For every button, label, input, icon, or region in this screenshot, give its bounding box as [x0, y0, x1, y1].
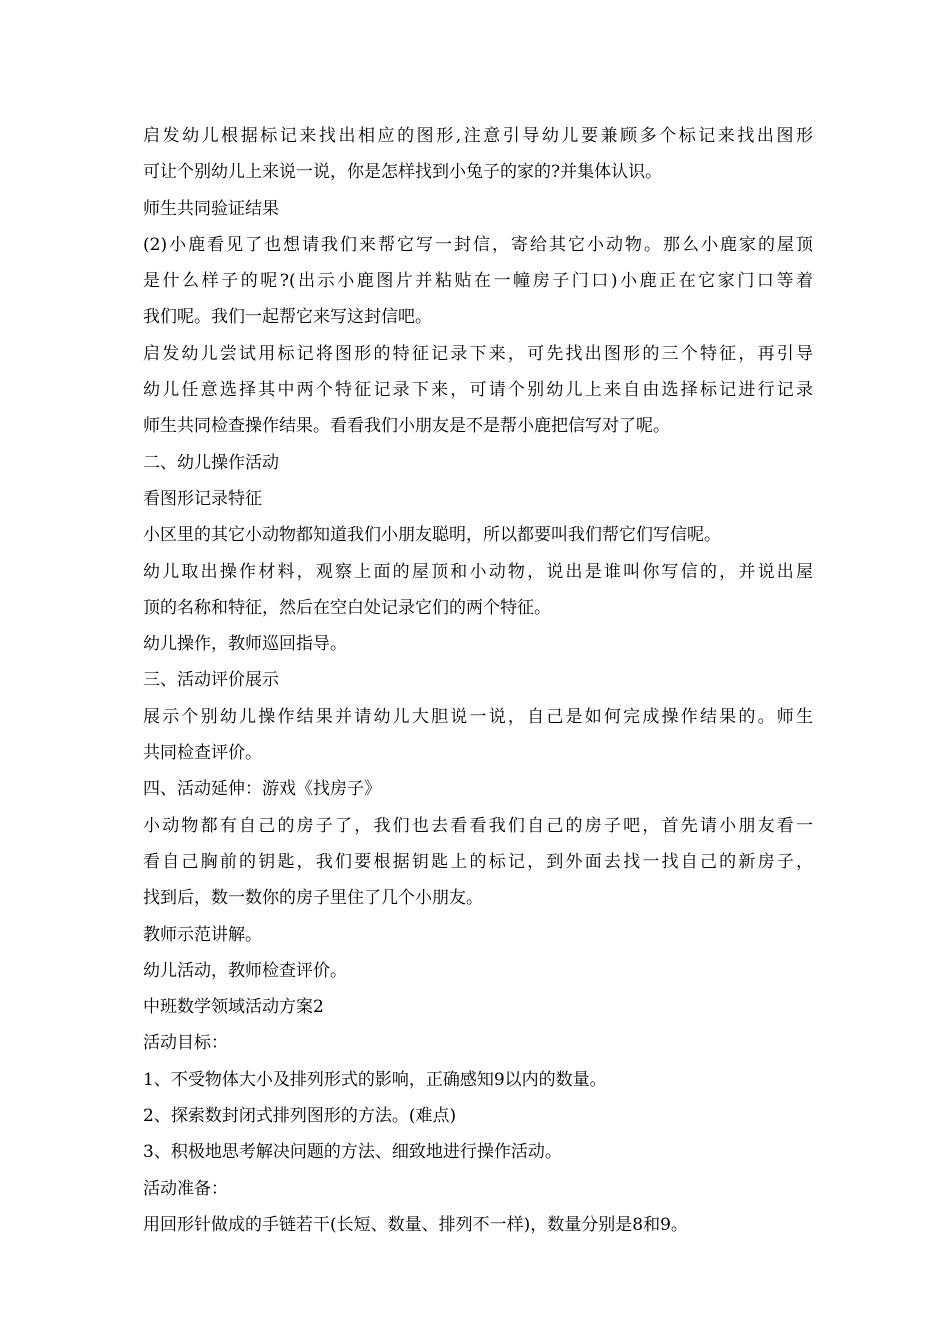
text-line: 四、活动延伸：游戏《找房子》 [143, 779, 381, 800]
text-line: 是什么样子的呢?(出示小鹿图片并粘贴在一幢房子门口)小鹿正在它家门口等着 [143, 271, 813, 292]
text-line: 看自己胸前的钥匙，我们要根据钥匙上的标记，到外面去找一找自己的新房子， [143, 851, 813, 872]
text-line: 幼儿取出操作材料，观察上面的屋顶和小动物，说出是谁叫你写信的，并说出屋 [143, 561, 813, 582]
text-line: 二、幼儿操作活动 [143, 452, 279, 473]
text-line: 教师示范讲解。 [143, 924, 262, 945]
text-line: 看图形记录特征 [143, 488, 262, 509]
text-line: 小区里的其它小动物都知道我们小朋友聪明，所以都要叫我们帮它们写信呢。 [143, 525, 721, 546]
text-line: 启发幼儿根据标记来找出相应的图形,注意引导幼儿要兼顾多个标记来找出图形 [143, 126, 813, 146]
text-line: 找到后，数一数你的房子里住了几个小朋友。 [143, 888, 483, 909]
text-line: 1、不受物体大小及排列形式的影响，正确感知9以内的数量。 [143, 1069, 607, 1090]
text-line: 我们呢。我们一起帮它来写这封信吧。 [143, 307, 432, 328]
text-line: (2)小鹿看见了也想请我们来帮它写一封信，寄给其它小动物。那么小鹿家的屋顶 [143, 234, 813, 255]
text-line: 共同检查评价。 [143, 743, 262, 764]
text-line: 3、积极地思考解决问题的方法、细致地进行操作活动。 [143, 1142, 562, 1163]
text-line: 小动物都有自己的房子了，我们也去看看我们自己的房子吧，首先请小朋友看一 [143, 815, 813, 836]
text-line: 顶的名称和特征，然后在空白处记录它们的两个特征。 [143, 597, 551, 618]
text-line: 2、探索数封闭式排列图形的方法。(难点) [143, 1106, 457, 1127]
text-line: 展示个别幼儿操作结果并请幼儿大胆说一说，自己是如何完成操作结果的。师生 [143, 706, 813, 727]
text-line: 幼儿任意选择其中两个特征记录下来，可请个别幼儿上来自由选择标记进行记录 [143, 380, 813, 401]
text-line: 启发幼儿尝试用标记将图形的特征记录下来，可先找出图形的三个特征，再引导 [143, 343, 813, 364]
text-line: 三、活动评价展示 [143, 670, 279, 691]
text-line: 可让个别幼儿上来说一说，你是怎样找到小兔子的家的?并集体认识。 [143, 162, 663, 183]
text-line: 用回形针做成的手链若干(长短、数量、排列不一样)，数量分别是8和9。 [143, 1214, 688, 1235]
document-body [143, 118, 813, 1243]
text-line: 师生共同检查操作结果。看看我们小朋友是不是帮小鹿把信写对了呢。 [143, 416, 670, 437]
text-line: 活动目标： [143, 1033, 228, 1054]
text-line: 幼儿操作，教师巡回指导。 [143, 634, 347, 655]
text-line: 幼儿活动，教师检查评价。 [143, 960, 347, 981]
text-line: 中班数学领域活动方案2 [143, 997, 324, 1018]
text-line: 活动准备： [143, 1178, 228, 1199]
text-line: 师生共同验证结果 [143, 198, 279, 219]
